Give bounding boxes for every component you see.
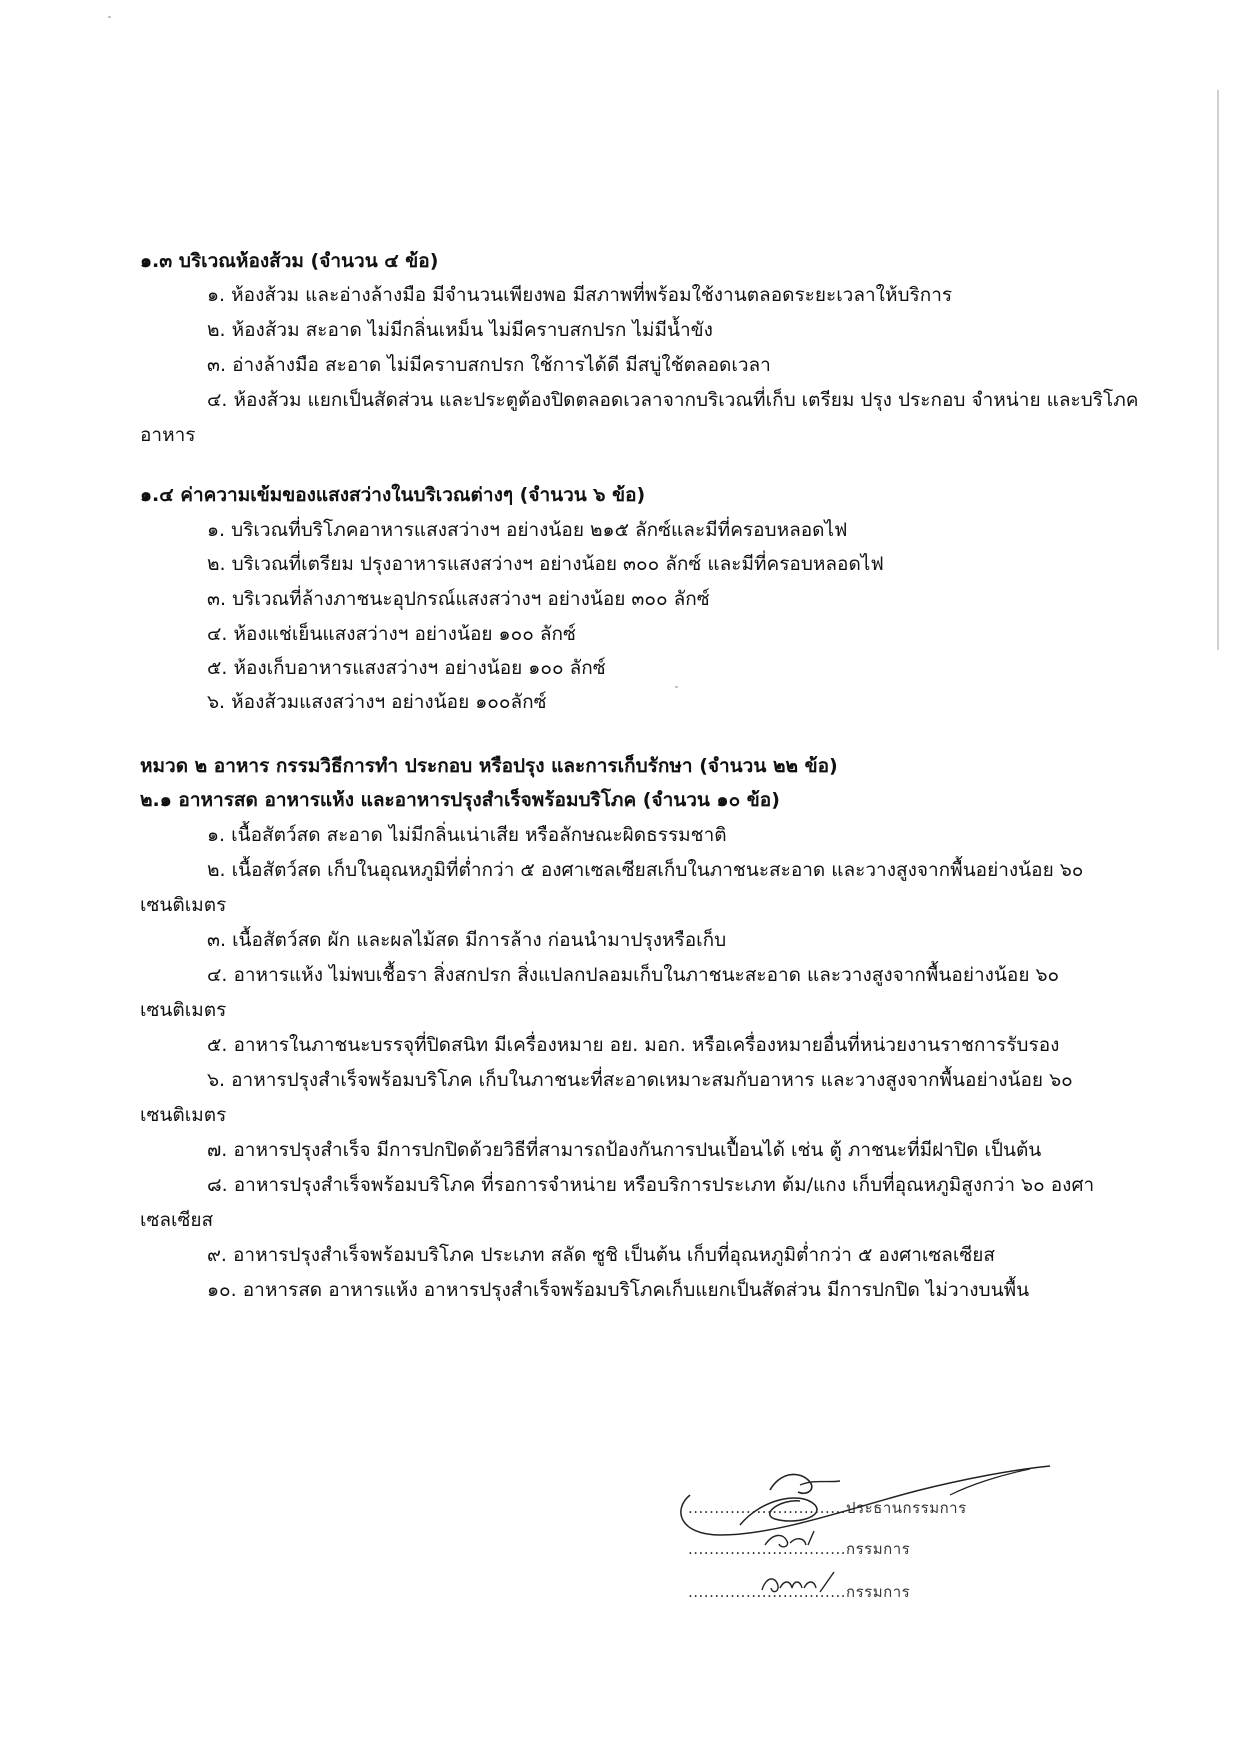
section-1-4-item-3: ๓. บริเวณที่ล้างภาชนะอุปกรณ์แสงสว่างฯ อย่างน้อย ๓๐๐ ลักซ์ — [207, 588, 710, 610]
section-1-4-item-4: ๔. ห้องแช่เย็นแสงสว่างฯ อย่างน้อย ๑๐๐ ลักซ์ — [207, 623, 576, 645]
section-1-3-item-1: ๑. ห้องส้วม และอ่างล้างมือ มีจำนวนเพียงพอ มีสภาพที่พร้อมใช้งานตลอดระยะเวลาให้บริการ — [207, 284, 953, 306]
section-1-4-item-5: ๕. ห้องเก็บอาหารแสงสว่างฯ อย่างน้อย ๑๐๐ ลักซ์ — [207, 657, 606, 679]
section-2-1-item-8-continued: เซลเซียส — [140, 1209, 214, 1231]
section-2-1-item-10: ๑๐. อาหารสด อาหารแห้ง อาหารปรุงสำเร็จพร้อมบริโภคเก็บแยกเป็นสัดส่วน มีการปกปิด ไม่วางบนพื้น — [207, 1279, 1030, 1301]
section-1-4-item-1: ๑. บริเวณที่บริโภคอาหารแสงสว่างฯ อย่างน้อย ๒๑๕ ลักซ์และมีที่ครอบหลอดไฟ — [207, 519, 848, 541]
signature-member-2: ..............................กรรมการ — [688, 1583, 911, 1601]
section-2-1-item-6-continued: เซนติเมตร — [140, 1104, 227, 1126]
section-2-1-item-4-continued: เซนติเมตร — [140, 999, 227, 1021]
section-1-3-item-4-continued: อาหาร — [140, 424, 196, 446]
signature-member-1: ..............................กรรมการ — [688, 1540, 911, 1558]
section-2-1-item-1: ๑. เนื้อสัตว์สด สะอาด ไม่มีกลิ่นเน่าเสีย หรือลักษณะผิดธรรมชาติ — [207, 824, 727, 846]
section-1-3-item-3: ๓. อ่างล้างมือ สะอาด ไม่มีคราบสกปรก ใช้การได้ดี มีสบู่ใช้ตลอดเวลา — [207, 354, 771, 376]
section-2-1-item-4: ๔. อาหารแห้ง ไม่พบเชื้อรา สิ่งสกปรก สิ่งแปลกปลอมเก็บในภาชนะสะอาด และวางสูงจากพื้นอย่างน้อย ๖๐ — [207, 964, 1060, 986]
section-2-1-item-6: ๖. อาหารปรุงสำเร็จพร้อมบริโภค เก็บในภาชนะที่สะอาดเหมาะสมกับอาหาร และวางสูงจากพื้นอย่างน้อย ๖๐ — [207, 1069, 1073, 1091]
section-1-4-item-6: ๖. ห้องส้วมแสงสว่างฯ อย่างน้อย ๑๐๐ลักซ์ — [207, 691, 547, 713]
section-1-3-item-4: ๔. ห้องส้วม แยกเป็นสัดส่วน และประตูต้องปิดตลอดเวลาจากบริเวณที่เก็บ เตรียม ปรุง ประกอบ จำหน่าย และบริโภค — [207, 389, 1139, 411]
handwritten-signature-3 — [758, 1568, 848, 1598]
scan-speck — [108, 16, 111, 18]
section-2-1-item-2: ๒. เนื้อสัตว์สด เก็บในอุณหภูมิที่ต่ำกว่า ๕ องศาเซลเซียสเก็บในภาชนะสะอาด และวางสูงจากพื้นอย่างน้อย ๖๐ — [207, 859, 1084, 881]
section-1-4-item-2: ๒. บริเวณที่เตรียม ปรุงอาหารแสงสว่างฯ อย่างน้อย ๓๐๐ ลักซ์ และมีที่ครอบหลอดไฟ — [207, 553, 884, 575]
scan-speck — [675, 686, 678, 688]
section-2-1-item-2-continued: เซนติเมตร — [140, 894, 227, 916]
section-1-4-heading: ๑.๔ ค่าความเข้มของแสงสว่างในบริเวณต่างๆ (จำนวน ๖ ข้อ) — [140, 484, 646, 506]
scan-edge-mark — [1217, 90, 1219, 650]
section-2-1-item-7: ๗. อาหารปรุงสำเร็จ มีการปกปิดด้วยวิธีที่สามารถป้องกันการปนเปื้อนได้ เช่น ตู้ ภาชนะที่มีฝาปิด เป็นต้น — [207, 1139, 1042, 1161]
section-1-3-heading: ๑.๓ บริเวณห้องส้วม (จำนวน ๔ ข้อ) — [140, 250, 439, 272]
section-2-1-heading: ๒.๑ อาหารสด อาหารแห้ง และอาหารปรุงสำเร็จพร้อมบริโภค (จำนวน ๑๐ ข้อ) — [140, 789, 780, 811]
handwritten-signature-2 — [760, 1525, 830, 1555]
handwritten-signature-1 — [650, 1455, 1060, 1545]
section-2-1-item-3: ๓. เนื้อสัตว์สด ผัก และผลไม้สด มีการล้าง ก่อนนำมาปรุงหรือเก็บ — [207, 929, 727, 951]
section-2-1-item-9: ๙. อาหารปรุงสำเร็จพร้อมบริโภค ประเภท สลัด ซูชิ เป็นต้น เก็บที่อุณหภูมิต่ำกว่า ๕ องศาเซลเซียส — [207, 1244, 996, 1266]
section-1-3-item-2: ๒. ห้องส้วม สะอาด ไม่มีกลิ่นเหม็น ไม่มีคราบสกปรก ไม่มีน้ำขัง — [207, 319, 713, 341]
section-2-1-item-8: ๘. อาหารปรุงสำเร็จพร้อมบริโภค ที่รอการจำหน่าย หรือบริการประเภท ต้ม/แกง เก็บที่อุณหภูมิสูงกว่า ๖๐ องศา — [207, 1174, 1095, 1196]
section-2-1-item-5: ๕. อาหารในภาชนะบรรจุที่ปิดสนิท มีเครื่องหมาย อย. มอก. หรือเครื่องหมายอื่นที่หน่วยงานราชการรับรอง — [207, 1034, 1060, 1056]
category-2-heading: หมวด ๒ อาหาร กรรมวิธีการทำ ประกอบ หรือปรุง และการเก็บรักษา (จำนวน ๒๒ ข้อ) — [140, 755, 838, 777]
signature-chair: ..............................ประธานกรรมการ — [688, 1499, 967, 1517]
